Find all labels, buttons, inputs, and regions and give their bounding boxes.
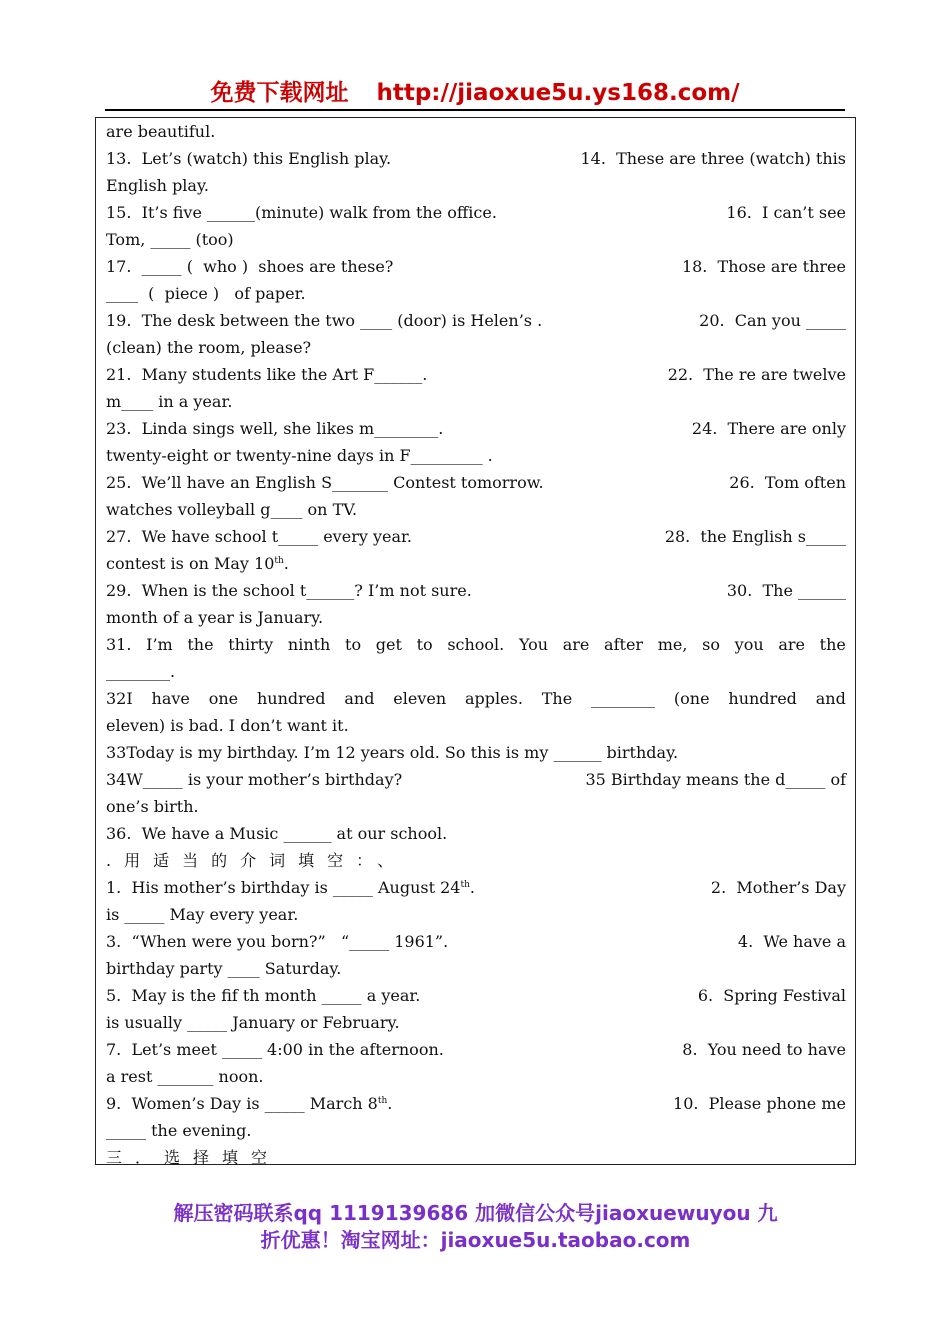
line-text: eleven) is bad. I don’t want it.: [106, 716, 349, 735]
text-line: [106, 226, 846, 253]
ordinal-superscript: th: [460, 880, 470, 890]
line-punctuation: .: [283, 554, 289, 573]
section-heading: .用适当的介词填空：、: [106, 851, 407, 870]
line-word: apples.: [465, 689, 523, 708]
line-left-text: 9. Women’s Day is _____ March 8: [106, 1094, 378, 1113]
line-left-text: 29. When is the school t______? I’m not sure.: [106, 581, 472, 600]
text-line: [106, 820, 846, 847]
line-punctuation: .: [469, 878, 475, 897]
line-left-text: 27. We have school t_____ every year.: [106, 527, 412, 546]
line-text: (clean) the room, please?: [106, 338, 312, 357]
line-word: have: [151, 689, 190, 708]
line-left-text: 15. It’s five ______(minute) walk from the office.: [106, 203, 497, 222]
text-line: [106, 874, 846, 901]
header-divider: [105, 109, 845, 111]
line-text: month of a year is January.: [106, 608, 324, 627]
line-right-text: 20. Can you _____: [699, 311, 846, 330]
text-line: [106, 847, 846, 874]
line-text: twenty-eight or twenty-nine days in F_________ .: [106, 446, 493, 465]
text-line: [106, 1090, 846, 1117]
line-word: hundred: [728, 689, 797, 708]
text-line: [106, 1036, 846, 1063]
line-word: school.: [447, 635, 505, 654]
line-word: I’m: [146, 635, 173, 654]
line-text: watches volleyball g____ on TV.: [106, 500, 358, 519]
line-right-text: 4. We have a: [737, 932, 846, 951]
text-line: [106, 469, 846, 496]
line-word: after: [604, 635, 644, 654]
line-word: are: [778, 635, 805, 654]
line-left-text: 7. Let’s meet _____ 4:00 in the afternoon.: [106, 1040, 444, 1059]
footer-line-2: 折优惠！淘宝网址：jiaoxue5u.taobao.com: [260, 1228, 691, 1252]
text-line: [106, 739, 846, 766]
line-word: 32I: [106, 689, 133, 708]
text-line: [106, 415, 846, 442]
text-line: [106, 334, 846, 361]
line-word: so: [702, 635, 720, 654]
line-text: Tom, _____ (too): [106, 230, 234, 249]
line-left-text: 34W_____ is your mother’s birthday?: [106, 770, 403, 789]
text-line: [106, 118, 846, 145]
line-text: _____ the evening.: [106, 1121, 252, 1140]
line-word: thirty: [228, 635, 274, 654]
text-line: [106, 712, 846, 739]
line-left-text: 5. May is the fif th month _____ a year.: [106, 986, 421, 1005]
line-word: you: [734, 635, 764, 654]
line-left-text: 25. We’ll have an English S_______ Contest tomorrow.: [106, 473, 544, 492]
line-right-text: 8. You need to have: [682, 1040, 846, 1059]
line-text: ____ ( piece ) of paper.: [106, 284, 306, 303]
line-left-text: 21. Many students like the Art F______.: [106, 365, 428, 384]
text-line: [106, 550, 846, 577]
line-right-text: 2. Mother’s Day: [710, 878, 846, 897]
text-line: [106, 631, 846, 658]
line-right-text: 16. I can’t see: [726, 203, 846, 222]
line-word: 31.: [106, 635, 132, 654]
line-word: (one: [673, 689, 710, 708]
text-line: [106, 685, 846, 712]
line-word: and: [344, 689, 375, 708]
ordinal-superscript: th: [377, 1096, 388, 1106]
line-text: are beautiful.: [106, 122, 216, 141]
line-right-text: 22. The re are twelve: [667, 365, 846, 384]
text-line: [106, 496, 846, 523]
text-line: [106, 199, 846, 226]
line-word: to: [345, 635, 362, 654]
line-left-text: 19. The desk between the two ____ (door) is Helen’s .: [106, 311, 543, 330]
text-line: [106, 307, 846, 334]
line-word: ________: [591, 689, 656, 708]
line-text: one’s birth.: [106, 797, 199, 816]
line-word: The: [541, 689, 573, 708]
line-text: m____ in a year.: [106, 392, 233, 411]
line-text: 36. We have a Music ______ at our school.: [106, 824, 448, 843]
line-text: birthday party ____ Saturday.: [106, 959, 342, 978]
line-word: the: [819, 635, 846, 654]
line-punctuation: .: [387, 1094, 393, 1113]
page-header: [105, 76, 845, 110]
text-line: [106, 172, 846, 199]
line-right-text: 10. Please phone me: [673, 1094, 846, 1113]
section-heading: 三．选择填空: [106, 1148, 281, 1167]
text-line: [106, 1117, 846, 1144]
line-text: a rest _______ noon.: [106, 1067, 264, 1086]
line-text: 33Today is my birthday. I’m 12 years old. So this is my ______ birthday.: [106, 743, 679, 762]
line-word: eleven: [393, 689, 447, 708]
text-line: [106, 982, 846, 1009]
line-text: contest is on May 10: [106, 554, 275, 573]
line-word: You: [518, 635, 549, 654]
line-text: ________.: [106, 662, 176, 681]
line-word: get: [375, 635, 402, 654]
text-line: [106, 604, 846, 631]
line-right-text: 26. Tom often: [729, 473, 846, 492]
line-right-text: 28. the English s_____: [664, 527, 846, 546]
text-line: [106, 955, 846, 982]
text-line: [106, 253, 846, 280]
line-left-text: 3. “When were you born?” “_____ 1961”.: [106, 932, 449, 951]
text-line: [106, 1009, 846, 1036]
line-right-text: 30. The ______: [726, 581, 846, 600]
text-line: [106, 280, 846, 307]
text-line: [106, 658, 846, 685]
exercise-content: [106, 118, 846, 1171]
line-right-text: 14. These are three (watch) this: [580, 149, 846, 168]
ordinal-superscript: th: [274, 556, 284, 566]
text-line: [106, 793, 846, 820]
text-line: [106, 523, 846, 550]
text-line: [106, 577, 846, 604]
text-line: [106, 766, 846, 793]
line-word: hundred: [256, 689, 326, 708]
line-word: ninth: [287, 635, 331, 654]
text-line: [106, 361, 846, 388]
line-left-text: 13. Let’s (watch) this English play.: [106, 149, 392, 168]
line-word: one: [208, 689, 239, 708]
line-left-text: 1. His mother’s birthday is _____ August 24: [106, 878, 461, 897]
line-word: me,: [657, 635, 688, 654]
line-word: are: [562, 635, 590, 654]
line-word: to: [416, 635, 433, 654]
header-url[interactable]: http://jiaoxue5u.ys168.com/: [376, 80, 740, 106]
header-label: 免费下载网址: [210, 80, 349, 106]
text-line: [106, 1144, 846, 1171]
footer-line-1: 解压密码联系qq 1119139686 加微信公众号jiaoxuewuyou 九: [173, 1201, 778, 1225]
text-line: [106, 145, 846, 172]
line-right-text: 24. There are only: [691, 419, 846, 438]
line-left-text: 23. Linda sings well, she likes m________.: [106, 419, 444, 438]
text-line: [106, 442, 846, 469]
text-line: [106, 1063, 846, 1090]
line-text: is usually _____ January or February.: [106, 1013, 400, 1032]
line-right-text: 35 Birthday means the d_____ of: [585, 770, 846, 789]
line-text: is _____ May every year.: [106, 905, 299, 924]
line-word: the: [187, 635, 214, 654]
line-text: English play.: [106, 176, 209, 195]
text-line: [106, 388, 846, 415]
line-left-text: 17. _____ ( who ) shoes are these?: [106, 257, 394, 276]
text-line: [106, 928, 846, 955]
line-right-text: 18. Those are three: [681, 257, 846, 276]
text-line: [106, 901, 846, 928]
line-word: and: [815, 689, 846, 708]
line-right-text: 6. Spring Festival: [697, 986, 846, 1005]
